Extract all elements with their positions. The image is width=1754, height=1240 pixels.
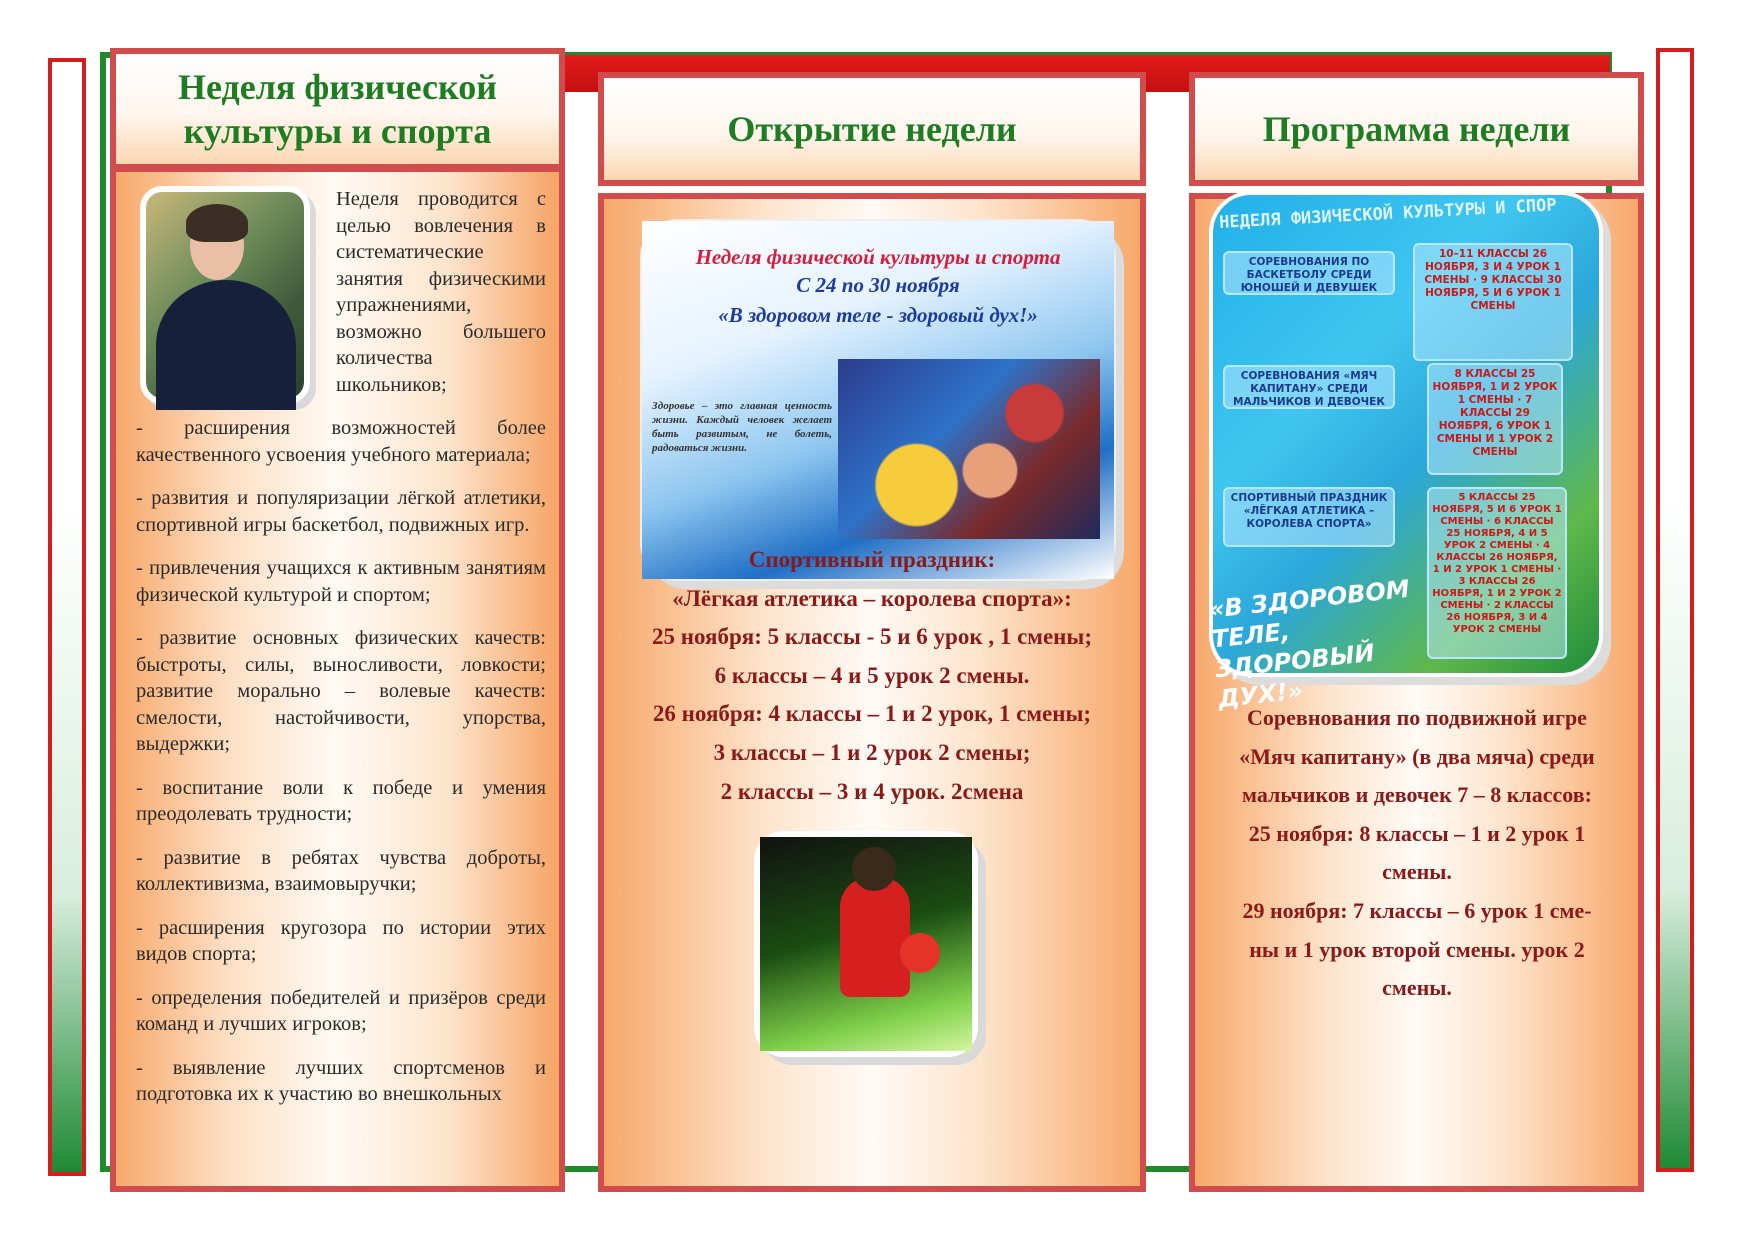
schedule-line: 25 ноября: 8 классы – 1 и 2 урок 1 (1248, 820, 1586, 846)
schedule-line: 25 ноября: 5 классы - 5 и 6 урок , 1 смены; (651, 624, 1093, 650)
right-decorative-bar (1656, 48, 1694, 1172)
col1-paragraph: - воспитание воли к победе и умения преодолевать трудности; (136, 776, 546, 825)
col1-paragraph: - развития и популяризации лёгкой атлетики, спортивной игры баскетбол, подвижных игр. (136, 487, 546, 536)
col3-panel (1189, 193, 1644, 1192)
program-athletics: СПОРТИВНЫЙ ПРАЗДНИК «ЛЁГКАЯ АТЛЕТИКА – КОРОЛЕВА СПОРТА» (1223, 487, 1395, 547)
poster-title: Неделя физической культуры и спорта (695, 245, 1061, 269)
col3-title: Программа недели (1189, 72, 1644, 186)
col1-paragraph: - расширения возможностей более качественного усвоения учебного материала; (136, 417, 546, 466)
col1-paragraph: - привлечения учащихся к активным занятиям физической культурой и спортом; (136, 557, 546, 606)
col3-schedule (1199, 699, 1635, 1008)
schedule-line: смены. (1382, 975, 1452, 1001)
schedule-line: «Мяч капитану» (в два мяча) среди (1239, 743, 1595, 769)
col2-title: Открытие недели (598, 72, 1146, 186)
schedule-line: 29 ноября: 7 классы – 6 урок 1 сме- (1242, 897, 1592, 923)
schedule-line: «Лёгкая атлетика – королева спорта»: (672, 585, 1072, 611)
program-header: НЕДЕЛЯ ФИЗИЧЕСКОЙ КУЛЬТУРЫ И СПОР (1218, 195, 1558, 233)
children-photo (838, 359, 1100, 539)
teacher-portrait (140, 186, 310, 404)
col1-panel (110, 166, 565, 1192)
schedule-line: Спортивный праздник: (748, 547, 996, 572)
schedule-line: 3 классы – 1 и 2 урок 2 смены; (713, 739, 1031, 765)
col2-panel (598, 193, 1146, 1192)
program-schedule-2: 8 КЛАССЫ 25 НОЯБРЯ, 1 И 2 УРОК 1 СМЕНЫ · 7 КЛАССЫ 29 НОЯБРЯ, 6 УРОК 1 СМЕНЫ И 1 УРОК 2 СМЕНЫ (1427, 363, 1563, 475)
poster-slogan: «В здоровом теле - здоровый дух!» (718, 303, 1038, 327)
col1-title: Неделя физической культуры и спорта (110, 48, 565, 170)
schedule-line: ны и 1 урок второй смены. урок 2 (1249, 936, 1585, 962)
program-schedule-3: 5 КЛАССЫ 25 НОЯБРЯ, 5 И 6 УРОК 1 СМЕНЫ · 6 КЛАССЫ 25 НОЯБРЯ, 4 И 5 УРОК 2 СМЕНЫ · 4 КЛАССЫ 26 НОЯБРЯ, 1 И 2 УРОК 1 СМЕНЫ · 3 КЛАССЫ 26 НОЯБРЯ, 1 И 2 УРОК 2 СМЕНЫ · 2 КЛАССЫ 26 НОЯБРЯ, 3 И 4 УРОК 2 СМЕНЫ (1427, 487, 1567, 659)
col1-paragraph: - определения победителей и призёров среди команд и лучших игроков; (136, 986, 546, 1035)
col1-paragraph: Неделя проводится с целью вовлечения в систематические занятия физическими упражнениями, возможно большего количества школьников; (336, 188, 546, 396)
program-poster (1207, 191, 1603, 714)
left-decorative-bar (48, 58, 86, 1176)
schedule-line: 6 классы – 4 и 5 урок 2 смены. (714, 662, 1030, 688)
program-captain-ball: СОРЕВНОВАНИЯ «МЯЧ КАПИТАНУ» СРЕДИ МАЛЬЧИКОВ И ДЕВОЧЕК (1223, 365, 1395, 409)
schedule-line: Соревнования по подвижной игре (1247, 705, 1587, 730)
program-schedule-1: 10–11 КЛАССЫ 26 НОЯБРЯ, 3 И 4 УРОК 1 СМЕНЫ · 9 КЛАССЫ 30 НОЯБРЯ, 5 И 6 УРОК 1 СМЕНЫ (1413, 243, 1573, 361)
schedule-line: 2 классы – 3 и 4 урок. 2смена (720, 778, 1024, 804)
poster-note: Здоровье – это главная ценность жизни. Каждый человек желает быть развитым, не болеть, радоваться жизни. (652, 400, 832, 454)
col2-schedule (604, 541, 1140, 811)
program-basketball: СОРЕВНОВАНИЯ ПО БАСКЕТБОЛУ СРЕДИ ЮНОШЕЙ И ДЕВУШЕК (1223, 251, 1395, 295)
schedule-line: 26 ноября: 4 классы – 1 и 2 урок, 1 смены; (652, 701, 1092, 727)
col1-paragraph: - развитие в ребятах чувства доброты, коллективизма, взаимовыручки; (136, 846, 546, 895)
program-slogan: «В ЗДОРОВОМ ТЕЛЕ, ЗДОРОВЫЙ ДУХ!» (1207, 574, 1411, 714)
col1-paragraph: - выявление лучших спортсменов и подготовка их к участию во внешкольных (136, 1056, 546, 1105)
opening-poster (640, 219, 1116, 581)
poster-dates: С 24 по 30 ноября (796, 273, 960, 297)
basketball-player-photo (754, 831, 978, 1057)
schedule-line: смены. (1382, 859, 1452, 885)
col1-paragraph: - расширения кругозора по истории этих видов спорта; (136, 916, 546, 965)
col1-paragraph: - развитие основных физических качеств: быстроты, силы, выносливости, ловкости; развитие морально – волевые качеств: смелости, настойчивости, упорства, выдержки; (136, 627, 546, 755)
schedule-line: мальчиков и девочек 7 – 8 классов: (1242, 782, 1592, 808)
col1-text (136, 186, 546, 1125)
